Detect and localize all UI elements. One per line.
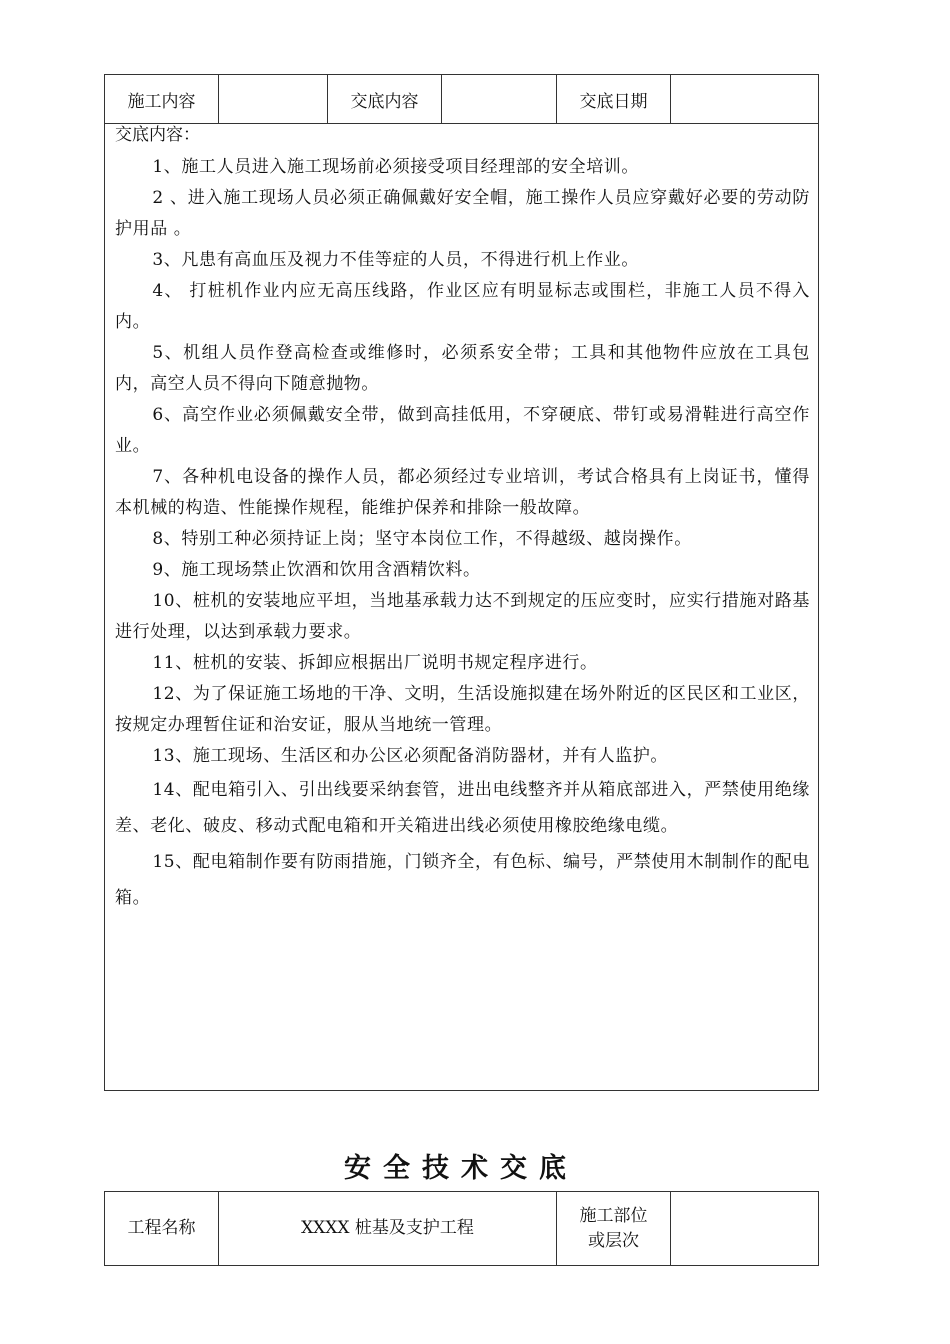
project-name-label: 工程名称 — [105, 1192, 219, 1266]
content-cell — [105, 124, 819, 1091]
construction-content-label: 施工内容 — [105, 75, 219, 124]
list-item: 10、桩机的安装地应平坦，当地基承载力达不到规定的压应变时，应实行措施对路基进行处理，以达到承载力要求。 — [115, 591, 810, 642]
handover-content-label: 交底内容 — [328, 75, 442, 124]
location-label-line1: 施工部位 — [579, 1205, 648, 1226]
project-row — [105, 1192, 819, 1266]
list-item: 12、为了保证施工场地的干净、文明，生活设施拟建在场外附近的区民区和工业区，按规定办理暂住证和治安证，服从当地统一管理。 — [115, 684, 810, 735]
handover-date-field[interactable] — [671, 75, 819, 124]
list-item: 9、施工现场禁止饮酒和饮用含酒精饮料。 — [152, 560, 481, 580]
list-item: 1、施工人员进入施工现场前必须接受项目经理部的安全培训。 — [152, 157, 640, 177]
location-field[interactable] — [671, 1192, 819, 1266]
project-name-value: XXXX 桩基及支护工程 — [219, 1192, 557, 1266]
document-title: 安全技术交底 — [344, 1153, 578, 1184]
project-table — [104, 1191, 819, 1266]
location-label-line2: 或层次 — [588, 1230, 639, 1251]
list-item: 11、桩机的安装、拆卸应根据出厂说明书规定程序进行。 — [152, 653, 598, 673]
handover-table — [104, 74, 819, 1091]
content-title: 交底内容： — [115, 125, 200, 145]
list-item: 8、特别工种必须持证上岗；坚守本岗位工作，不得越级、越岗操作。 — [152, 529, 692, 549]
list-item: 3、凡患有高血压及视力不佳等症的人员，不得进行机上作业。 — [152, 250, 640, 270]
handover-content-field[interactable] — [442, 75, 557, 124]
handover-date-label: 交底日期 — [557, 75, 671, 124]
list-item: 14、配电箱引入、引出线要采纳套管，进出电线整齐并从箱底部进入，严禁使用绝缘差、老化、破皮、移动式配电箱和开关箱进出线必须使用橡胶绝缘电缆。 — [115, 780, 810, 836]
content-row — [105, 124, 819, 1091]
construction-content-field[interactable] — [219, 75, 328, 124]
list-item: 6、高空作业必须佩戴安全带，做到高挂低用，不穿硬底、带钉或易滑鞋进行高空作业。 — [115, 405, 810, 456]
list-item: 4、 打桩机作业内应无高压线路，作业区应有明显标志或围栏，非施工人员不得入内。 — [115, 281, 810, 332]
list-item: 13、施工现场、生活区和办公区必须配备消防器材，并有人监护。 — [152, 746, 669, 766]
location-label — [557, 1192, 671, 1266]
list-item: 5、机组人员作登高检查或维修时，必须系安全带；工具和其他物件应放在工具包内，高空人员不得向下随意抛物。 — [115, 343, 810, 394]
header-row — [105, 75, 819, 124]
list-item: 15、配电箱制作要有防雨措施，门锁齐全，有色标、编号，严禁使用木制制作的配电箱。 — [115, 852, 810, 908]
list-item: 7、各种机电设备的操作人员，都必须经过专业培训，考试合格具有上岗证书，懂得本机械的构造、性能操作规程，能维护保养和排除一般故障。 — [115, 467, 810, 518]
list-item: 2 、进入施工现场人员必须正确佩戴好安全帽，施工操作人员应穿戴好必要的劳动防护用品 。 — [115, 188, 810, 239]
